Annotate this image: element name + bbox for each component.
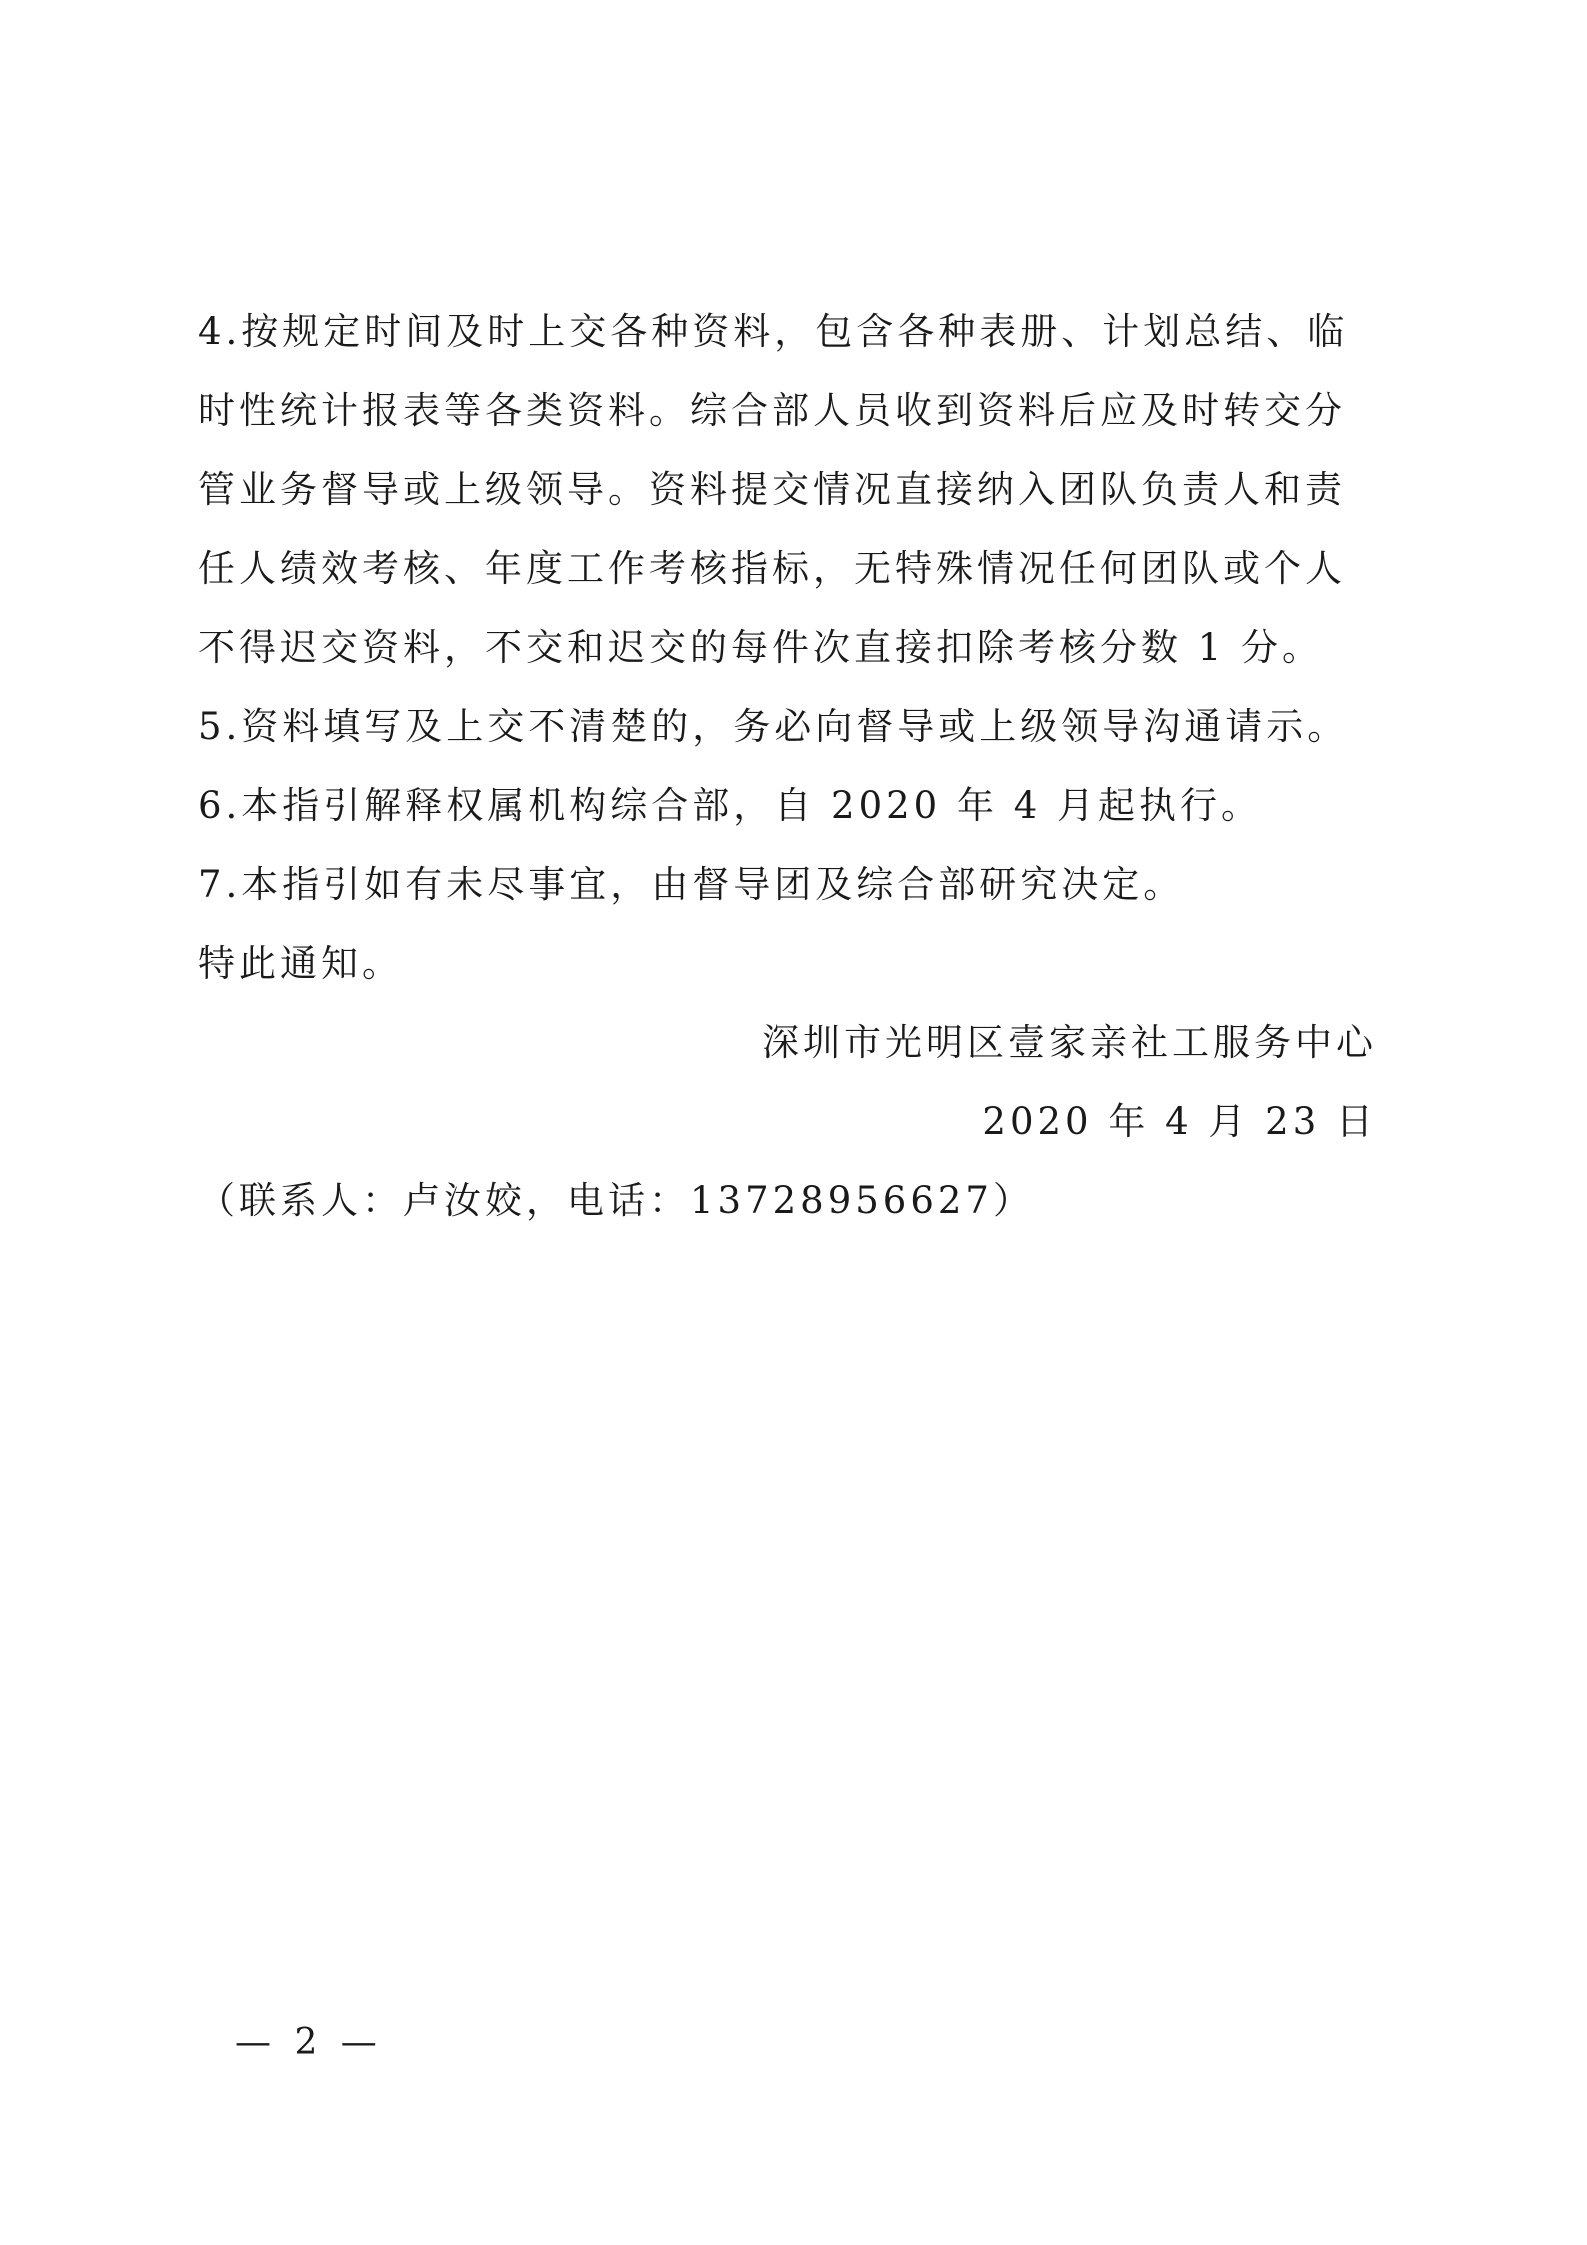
document-body xyxy=(198,292,1383,1240)
paragraph-item-6: 6.本指引解释权属机构综合部，自 2020 年 4 月起执行。 xyxy=(198,784,1263,827)
signature-organization: 深圳市光明区壹家亲社工服务中心 xyxy=(762,1021,1377,1064)
page-number: — 2 — xyxy=(235,2022,383,2063)
contact-info: （联系人：卢汝姣，电话：13728956627） xyxy=(198,1179,1034,1222)
closing-notice: 特此通知。 xyxy=(198,942,403,985)
paragraph-item-5: 5.资料填写及上交不清楚的，务必向督导或上级领导沟通请示。 xyxy=(198,705,1349,748)
signature-date: 2020 年 4 月 23 日 xyxy=(982,1100,1377,1143)
paragraph-item-4: 4.按规定时间及时上交各种资料，包含各种表册、计划总结、临时性统计报表等各类资料。综合部人员收到资料后应及时转交分管业务督导或上级领导。资料提交情况直接纳入团队负责人和责任人绩效考核、年度工作考核指标，无特殊情况任何团队或个人不得迟交资料，不交和迟交的每件次直接扣除考核分数 1 分。 xyxy=(198,310,1349,669)
paragraph-item-7: 7.本指引如有未尽事宜，由督导团及综合部研究决定。 xyxy=(198,863,1185,906)
